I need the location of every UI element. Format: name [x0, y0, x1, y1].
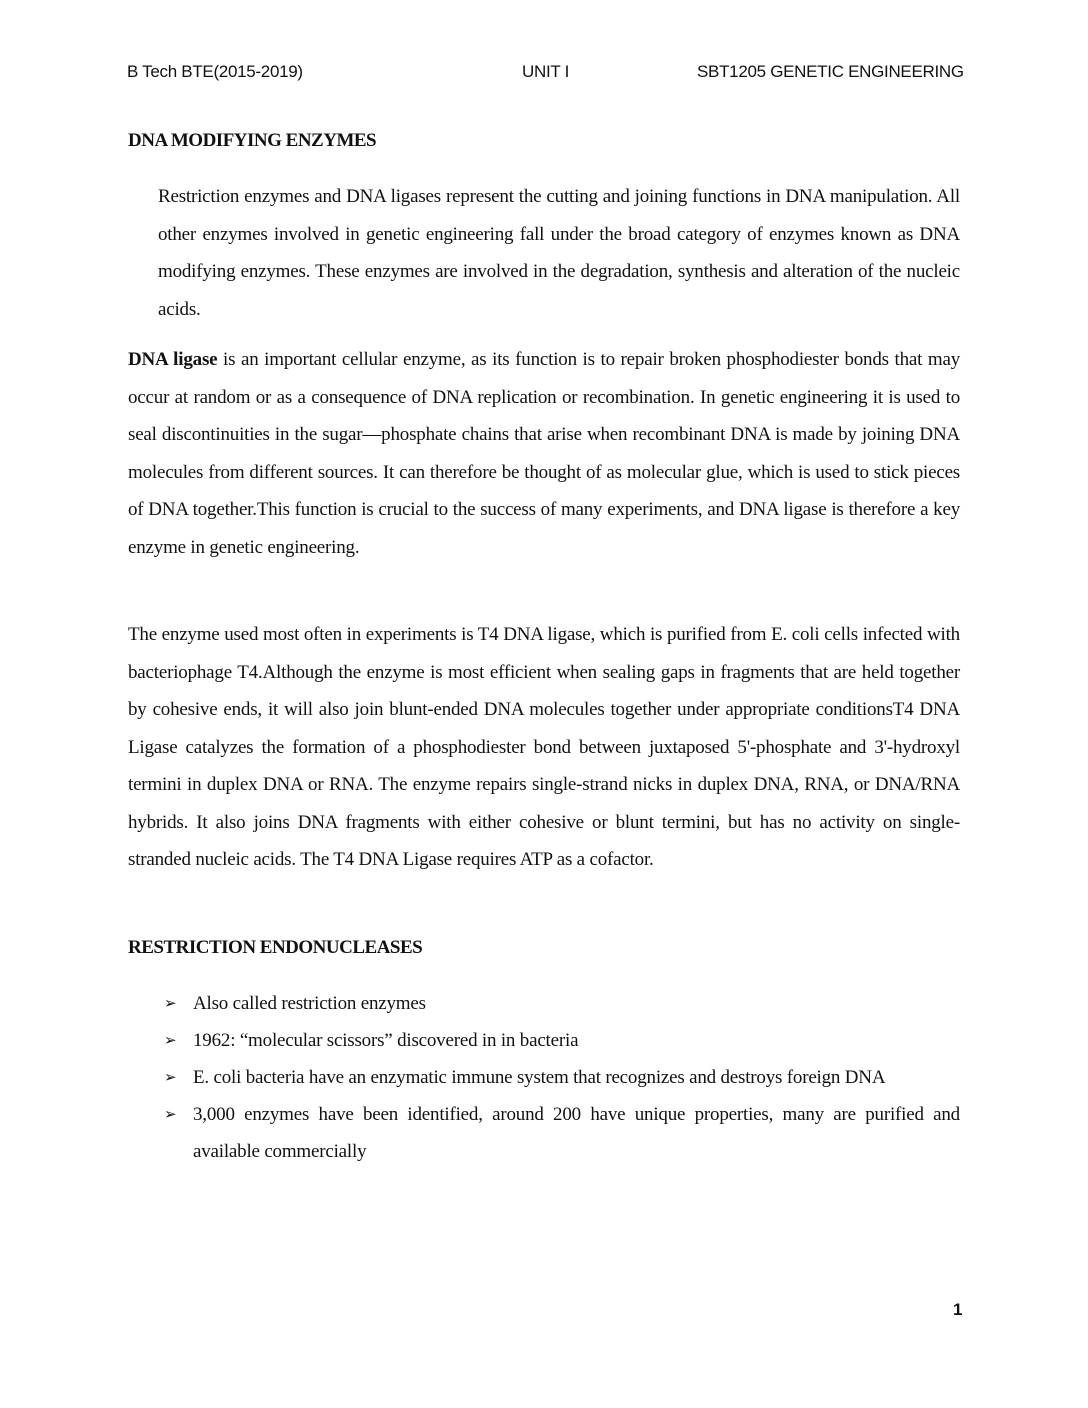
header-subject: SBT1205 GENETIC ENGINEERING: [697, 62, 964, 81]
intro-paragraph: Restriction enzymes and DNA ligases represent the cutting and joining functions in DNA manipulation. All other enzymes involved in genetic engineering fall under the broad category of enzymes known as DNA modifying enzymes. These enzymes are involved in the degradation, synthesis and alteration of the nucleic acids.: [158, 186, 960, 320]
dna-ligase-term: DNA ligase: [128, 349, 218, 370]
arrow-bullet-icon: ➢: [164, 1105, 177, 1123]
list-item: [160, 1022, 960, 1059]
list-item: [160, 1096, 960, 1170]
list-item: [160, 985, 960, 1022]
page-number: 1: [953, 1300, 963, 1319]
t4-ligase-paragraph: The enzyme used most often in experiments is T4 DNA ligase, which is purified from E. coli cells infected with bacteriophage T4.Although the enzyme is most efficient when sealing gaps in fragments that are held together by cohesive ends, it will also join blunt-ended DNA molecules together under appropriate conditionsT4 DNA Ligase catalyzes the formation of a phosphodiester bond between juxtaposed 5'-phosphate and 3'-hydroxyl termini in duplex DNA or RNA. The enzyme repairs single-strand nicks in duplex DNA, RNA, or DNA/RNA hybrids. It also joins DNA fragments with either cohesive or blunt termini, but has no activity on single-stranded nucleic acids. The T4 DNA Ligase requires ATP as a cofactor.: [128, 624, 960, 870]
list-item-text: 1962: “molecular scissors” discovered in in bacteria: [193, 1030, 579, 1051]
section-heading-restriction-endonucleases: RESTRICTION ENDONUCLEASES: [128, 937, 423, 958]
dna-ligase-text: is an important cellular enzyme, as its function is to repair broken phosphodiester bonds that may occur at random or as a consequence of DNA replication or recombination. In genetic engineering it is used to seal discontinuities in the sugar—phosphate chains that arise when recombinant DNA is made by joining DNA molecules from different sources. It can therefore be thought of as molecular glue, which is used to stick pieces of DNA together.This function is crucial to the success of many experiments, and DNA ligase is therefore a key enzyme in genetic engineering.: [128, 349, 960, 558]
list-item: [160, 1059, 960, 1096]
header-unit: UNIT I: [522, 62, 570, 81]
list-item-text: 3,000 enzymes have been identified, around 200 have unique properties, many are purified and available commercially: [193, 1104, 960, 1162]
list-item-text: Also called restriction enzymes: [193, 993, 426, 1014]
section-heading-dna-modifying-enzymes: DNA MODIFYING ENZYMES: [128, 130, 377, 151]
arrow-bullet-icon: ➢: [164, 994, 177, 1012]
arrow-bullet-icon: ➢: [164, 1031, 177, 1049]
dna-ligase-paragraph: [128, 341, 960, 566]
restriction-enzyme-bullet-list: [160, 985, 960, 1170]
header-course: B Tech BTE(2015-2019): [127, 62, 303, 81]
list-item-text: E. coli bacteria have an enzymatic immune system that recognizes and destroys foreign DNA: [193, 1067, 886, 1088]
arrow-bullet-icon: ➢: [164, 1068, 177, 1086]
